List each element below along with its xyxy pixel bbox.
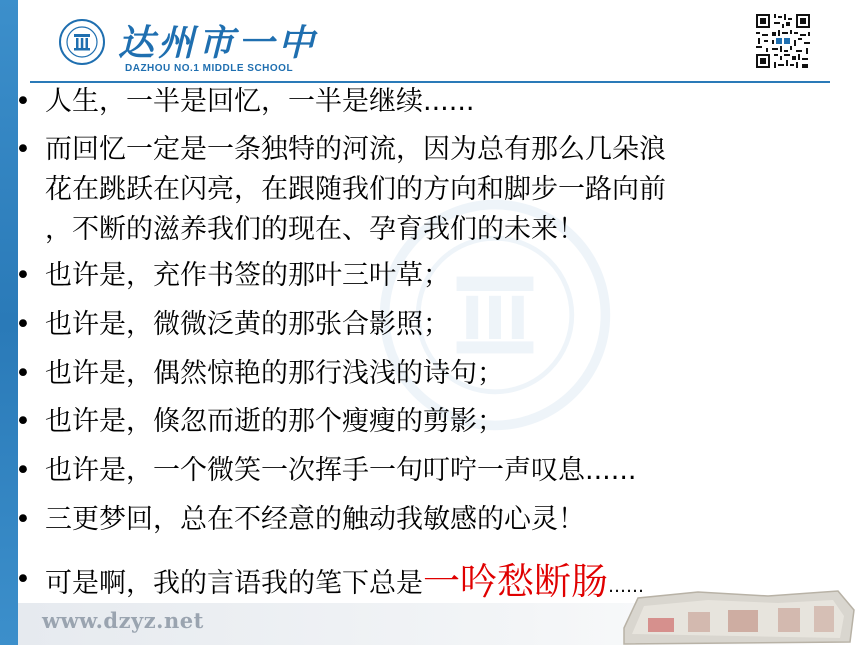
trailing-ellipsis: …… [608,576,644,597]
bullet-icon: • [15,504,31,535]
bullet-text: 而回忆一定是一条独特的河流，因为总有那么几朵浪 [45,134,666,165]
school-emblem-icon [58,18,106,66]
bullet-text-lead: 可是啊，我的言语我的笔下总是 [45,568,423,599]
bullet-text: 也许是，偶然惊艳的那行浅浅的诗句； [45,358,504,389]
school-name-chinese: 达州市一中 [118,22,319,64]
bullet-text: 花在跳跃在闪亮，在跟随我们的方向和脚步一路向前 [45,174,666,205]
bullet-text [45,560,644,607]
bullet-icon: • [15,455,31,486]
bullet-icon: • [15,260,31,291]
bullet-text: 也许是，微微泛黄的那张合影照； [45,309,450,340]
bullet-icon: • [15,86,31,117]
bullet-text: 也许是，一个微笑一次挥手一句叮咛一声叹息...... [45,455,637,486]
bullet-icon: • [15,134,31,165]
carved-stone-seal-icon [618,588,858,645]
bullet-text: 人生，一半是回忆，一半是继续...... [45,86,475,117]
bullet-icon: • [15,309,31,340]
bullet-text: 也许是，倏忽而逝的那个瘦瘦的剪影； [45,406,504,437]
qr-code-icon [754,12,812,70]
bullet-icon: • [15,358,31,389]
school-name-english: DAZHOU NO.1 MIDDLE SCHOOL [125,63,294,74]
footer-website: www.dzyz.net [42,608,204,633]
highlight-phrase: 一吟愁断肠 [423,560,608,603]
bullet-icon: • [15,406,31,437]
bullet-text: ，不断的滋养我们的现在、孕育我们的未来！ [45,214,585,245]
slide-header [0,0,860,80]
bullet-text: 三更梦回，总在不经意的触动我敏感的心灵！ [45,504,585,535]
bullet-icon: • [15,564,31,595]
bullet-text: 也许是，充作书签的那叶三叶草； [45,260,450,291]
